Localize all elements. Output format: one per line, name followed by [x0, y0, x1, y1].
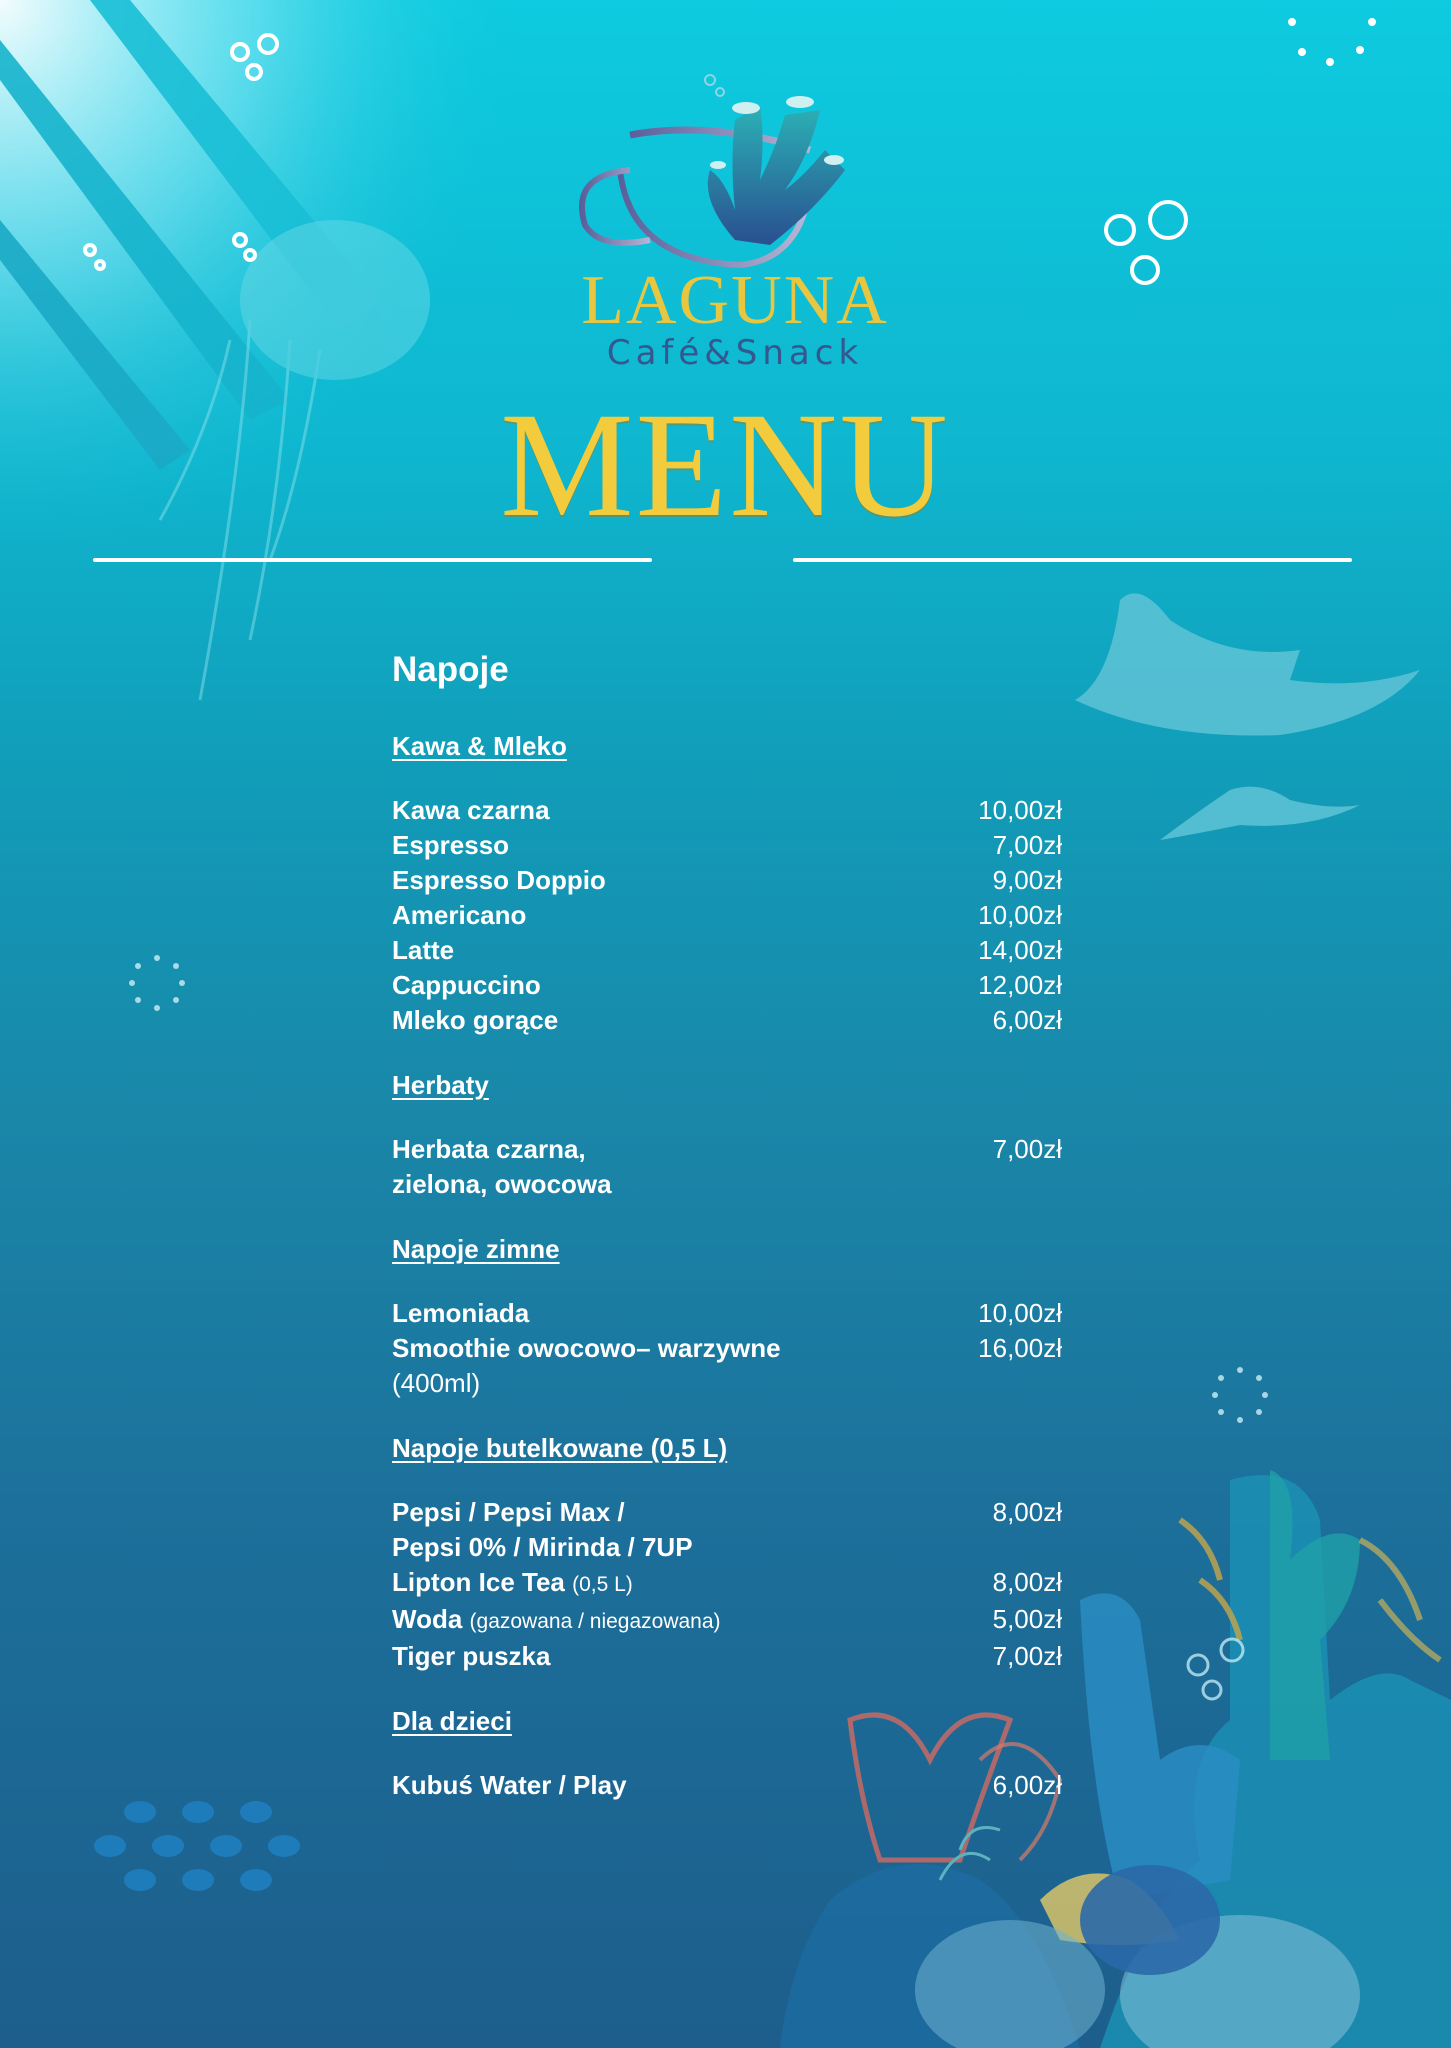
item-name: Cappuccino [392, 970, 541, 1000]
item-price: 7,00zł [992, 1134, 1062, 1164]
item-name [392, 1331, 912, 1401]
item-name [392, 1495, 912, 1565]
item-price: 8,00zł [992, 1567, 1062, 1597]
menu-item [392, 1639, 1062, 1674]
item-name-text: Smoothie owocowo– warzywne [392, 1333, 781, 1363]
manta-ray-icon [1075, 593, 1420, 840]
menu-item [392, 793, 1062, 828]
item-name-line1: Herbata czarna, [392, 1134, 586, 1164]
brand-subtitle: Café&Snack [606, 333, 864, 373]
item-name: Mleko gorące [392, 1005, 559, 1035]
menu-item [392, 863, 1062, 898]
item-name: Tiger puszka [392, 1641, 551, 1671]
dots-decoration [1288, 18, 1376, 66]
item-name-text: Woda [392, 1604, 463, 1634]
item-name [392, 1565, 912, 1602]
section-title: Napoje [392, 650, 509, 689]
item-name: Espresso [392, 830, 510, 860]
category-kawa-mleko [392, 733, 1062, 1038]
item-price: 14,00zł [978, 935, 1062, 965]
item-price: 7,00zł [992, 830, 1062, 860]
item-price: 10,00zł [978, 1298, 1062, 1328]
menu-item [392, 1602, 1062, 1639]
menu-item [392, 1331, 1062, 1401]
category-title: Napoje zimne [392, 1234, 560, 1264]
item-name-line2: zielona, owocowa [392, 1169, 612, 1199]
category-napoje-butelkowane [392, 1435, 1062, 1674]
menu-item [392, 1132, 1062, 1202]
item-name-text: Lipton Ice Tea [392, 1567, 565, 1597]
item-name-line1: Pepsi / Pepsi Max / [392, 1497, 625, 1527]
item-note: (0,5 L) [572, 1573, 633, 1596]
item-price: 9,00zł [992, 865, 1062, 895]
menu-item [392, 1768, 1062, 1803]
menu-item [392, 933, 1062, 968]
item-price: 10,00zł [978, 900, 1062, 930]
menu-item [392, 1003, 1062, 1038]
item-name [392, 1132, 912, 1202]
item-price: 5,00zł [992, 1604, 1062, 1634]
menu-title: MENU [500, 382, 950, 548]
item-price: 8,00zł [992, 1497, 1062, 1527]
item-price: 10,00zł [978, 795, 1062, 825]
item-name: Lemoniada [392, 1298, 530, 1328]
item-name: Espresso Doppio [392, 865, 606, 895]
menu-item [392, 828, 1062, 863]
category-dla-dzieci [392, 1708, 1062, 1803]
menu-content [392, 652, 1062, 1837]
item-price: 6,00zł [992, 1770, 1062, 1800]
item-extra: (400ml) [392, 1368, 481, 1398]
item-name: Latte [392, 935, 455, 965]
item-price: 7,00zł [992, 1641, 1062, 1671]
oval-dots-decoration [94, 1801, 300, 1891]
category-title: Herbaty [392, 1070, 489, 1100]
category-napoje-zimne [392, 1236, 1062, 1401]
menu-item [392, 1565, 1062, 1602]
item-name: Kawa czarna [392, 795, 550, 825]
menu-item [392, 1495, 1062, 1565]
menu-item [392, 968, 1062, 1003]
item-name: Kubuś Water / Play [392, 1770, 627, 1800]
divider-left [93, 558, 652, 562]
item-price: 6,00zł [992, 1005, 1062, 1035]
category-title: Napoje butelkowane (0,5 L) [392, 1433, 728, 1463]
divider-right [793, 558, 1352, 562]
item-price: 16,00zł [978, 1333, 1062, 1363]
brand-name: LAGUNA [581, 262, 889, 339]
item-name-line2: Pepsi 0% / Mirinda / 7UP [392, 1532, 693, 1562]
category-title: Kawa & Mleko [392, 731, 567, 761]
category-title: Dla dzieci [392, 1706, 512, 1736]
item-price: 12,00zł [978, 970, 1062, 1000]
menu-item [392, 1296, 1062, 1331]
item-name: Americano [392, 900, 527, 930]
item-note: (gazowana / niegazowana) [469, 1610, 721, 1633]
item-name [392, 1602, 912, 1639]
category-herbaty [392, 1072, 1062, 1202]
menu-item [392, 898, 1062, 933]
